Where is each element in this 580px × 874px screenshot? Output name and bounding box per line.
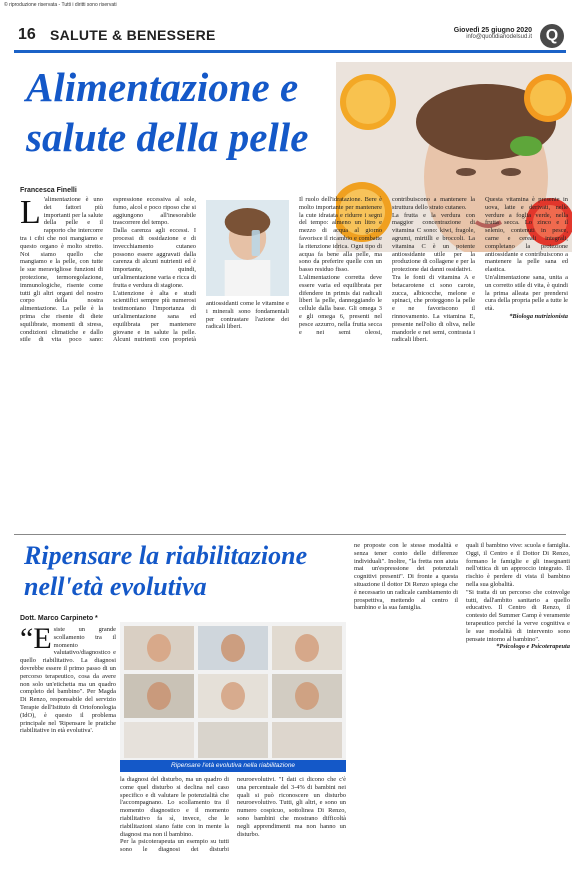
article1-paragraph: Il ruolo dell'idratazione. Bere è molto importante per mantenere la cute idratata e ridurre i segni del tempo: almeno un litro e mezzo di acqua al giorno favorisce il ricambio e combatte la ritenzione idrica. Ogni tipo di acqua fa bene alla pelle, ma sono da preferire quelle con un basso residuo fisso.: [299, 196, 382, 274]
article2-paragraph: Per la psicoterapeuta un esempio su tutti sono le diagnosi dei disturbi neuroevolutivi. "I dati ci dicono che c'è una percentuale del 3-4% di bambini nei quali si può riconoscere un disturbo neuroevolutivo. Tutti, gli altri, e sono un numero cospicuo, sottolinea Di Renzo, sono bambini che mostrano difficoltà negli apprendimenti ma non hanno un disturbo.: [120, 776, 346, 854]
article1-paragraph: L 'alimentazione è uno dei fattori più importanti per la salute della pelle e il rapporto che intercorre tra i cibi che noi mangiamo e questo organo è molto stretto. Noi siamo quello che mangiamo e la pelle, con tutte le sue meravigliose funzioni di protezione, termoregolazione, immunologiche, risente come tutti gli altri organi del nostro corpo della nostra alimentazione. La pelle è la prima che risente di diete squilibrate, momenti di stress, condizioni climatiche e dallo stile di vita poco sano: espressione eccessiva al sole, fumo, alcol e poco riposo che si aggiungono all'inesorabile trascorrere del tempo.: [20, 194, 196, 344]
article1-author: Francesca Finelli: [20, 187, 77, 194]
header-info: [454, 27, 532, 40]
page-header: [0, 18, 580, 54]
contact-email: info@quotidianodelsud.it: [466, 34, 532, 40]
article1-paragraph: La frutta e la verdura con maggior concentrazione di vitamina C sono: kiwi, fragole, agrumi, mirtilli e broccoli. La vitamina C è un potente antiossidante utile per la produzione di collagene e per la protezione dai danni ossidativi.: [392, 211, 475, 274]
header-rule: [14, 50, 566, 53]
newspaper-logo: Q: [540, 24, 564, 48]
article2-column-b: [466, 542, 570, 651]
article2-column-c: [20, 622, 116, 735]
article2-signature: *Psicologo e Psicoterapeuta: [496, 643, 570, 651]
article1-signature: *Biologa nutrizionista: [509, 312, 568, 320]
article2-paragraph: “Esiste un grande scollamento tra il momento valutativo/diagnostico e quello riabilitativo. La diagnosi dovrebbe essere il primo passo di un percorso terapeutico, cosa da avere non solo un'etichetta ma un quadro completo del bambino". Per Magda Di Renzo, responsabile del servizio Terapie dell'Istituto di Ortofonologia (IdO), è questo il problema principale nel 'Ripensare le pratiche riabilitative in età evolutiva'.: [20, 622, 116, 735]
article-divider: [14, 534, 566, 535]
article1-headline: Alimentazione e salute della pelle: [26, 64, 309, 160]
page-number: 16: [18, 26, 36, 43]
article2-paragraph: la diagnosi del disturbo, ma un quadro di come quel disturbo si declina nel caso specifico e di valutare le potenzialità che l'accompagnano. Lo scollamento tra il momento diagnostico e il momento riabilitativo fa sì, invece, che le riabilitazioni siano fatte con in mente la diagnosi ma non il bambino.: [120, 776, 229, 838]
article1-body: [20, 196, 568, 536]
video-conference-photo: [120, 622, 346, 762]
article2-dropcap: “E: [20, 622, 52, 655]
article2-headline: Ripensare la riabilitazione nell'età evolutiva: [24, 541, 308, 601]
woman-drinking-water-photo: [206, 200, 289, 296]
article1-paragraph: Dalla carenza agli eccessi. I processi di ossidazione e di invecchiamento cutaneo possono essere aggravati dalla carenza di alcuni nutrienti ed è importante, quindi, un'alimentazione varia e ricca di frutta e verdura di stagione.: [113, 227, 196, 289]
article1-paragraph: L'attenzione è alta e studi scientifici sempre più numerosi testimoniano l'importanza di un'alimentazione sana ed equilibrata per mantenere giovane e in salute la pelle. Alcuni nutrienti con proprietà antiossidanti come le vitamine e i minerali sono fondamentali per contrastare l'azione dei radicali liberi.: [113, 289, 289, 344]
article2-paragraph: quali il bambino vive: scuola e famiglia. Oggi, il Centro e il Dottor Di Renzo, formano le famiglie e gli insegnanti nell'ottica di un approccio integrato. Il rischio è perdere di vista il bambino nella sua globalità.: [466, 542, 570, 588]
issue-date: Giovedì 25 giugno 2020: [453, 27, 532, 34]
article2-paragraph: "Si tratta di un percorso che coinvolge tutti, dall'ambito sanitario a quello educativo. Il Centro di Renzo, il contesto del Summer Camp è veramente terapeutico perché la verve cognitiva e le sue modalità di intervento sono pensate intorno al bambino".: [466, 588, 570, 643]
article1-paragraph: Un'alimentazione sana, unita a un corretto stile di vita, è quindi la prima alleata per prendersi cura della propria pelle a tutte le età.: [485, 273, 568, 313]
section-title: SALUTE & BENESSERE: [50, 27, 216, 43]
article2-column-d: [120, 776, 346, 872]
article2-author: Dott. Marco Carpineto *: [20, 615, 98, 622]
article1-paragraph: Tra le fonti di vitamina A e betacarotene ci sono carote, zucca, albicocche, melone e spinaci, che proteggono la pelle e ne favoriscono il rinnovamento. La vitamina E, presente nell'olio di oliva, nelle mandorle e nei semi, contrasta i radicali liberi.: [392, 273, 475, 344]
photo-caption: Ripensare l'età evolutiva nella riabilitazione: [120, 760, 346, 772]
copyright-strip: © riproduzione riservata - Tutti i diritti sono riservati: [4, 2, 117, 8]
article2-paragraph: ne proposte con le stesse modalità e senza tener conto delle differenze individuali". Inoltre, "la fretta non aiuta mai un'espressione dei potenziali cognitivi presenti". Di fronte a questa situazione il dottor Di Renzo spiega che è necessario un radicale cambiamento di prospettiva, mettendo al centro il bambino e la sua famiglia.: [354, 542, 458, 612]
article2-column-a: [354, 542, 458, 612]
article1-dropcap: L: [20, 194, 41, 231]
article1-paragraph: L'alimentazione corretta deve essere varia ed equilibrata per difendere in primis dai radicali liberi la pelle, danneggiando le cellule dalla base. Gli omega 3 e gli omega 6, presenti nel pesce azzurro, nella frutta secca e nei semi oleosi, contribuiscono a mantenere la struttura dello strato cutaneo.: [299, 196, 475, 336]
article1-paragraph: Questa vitamina è presente in uova, latte e derivati, nelle verdure a foglia verde, nella frutta secca. Lo zinco e il selenio, contenuti in pesce, carne e cereali integrali, completano la protezione antiossidante e contribuiscono a mantenere la pelle sana ed elastica.: [485, 196, 568, 274]
